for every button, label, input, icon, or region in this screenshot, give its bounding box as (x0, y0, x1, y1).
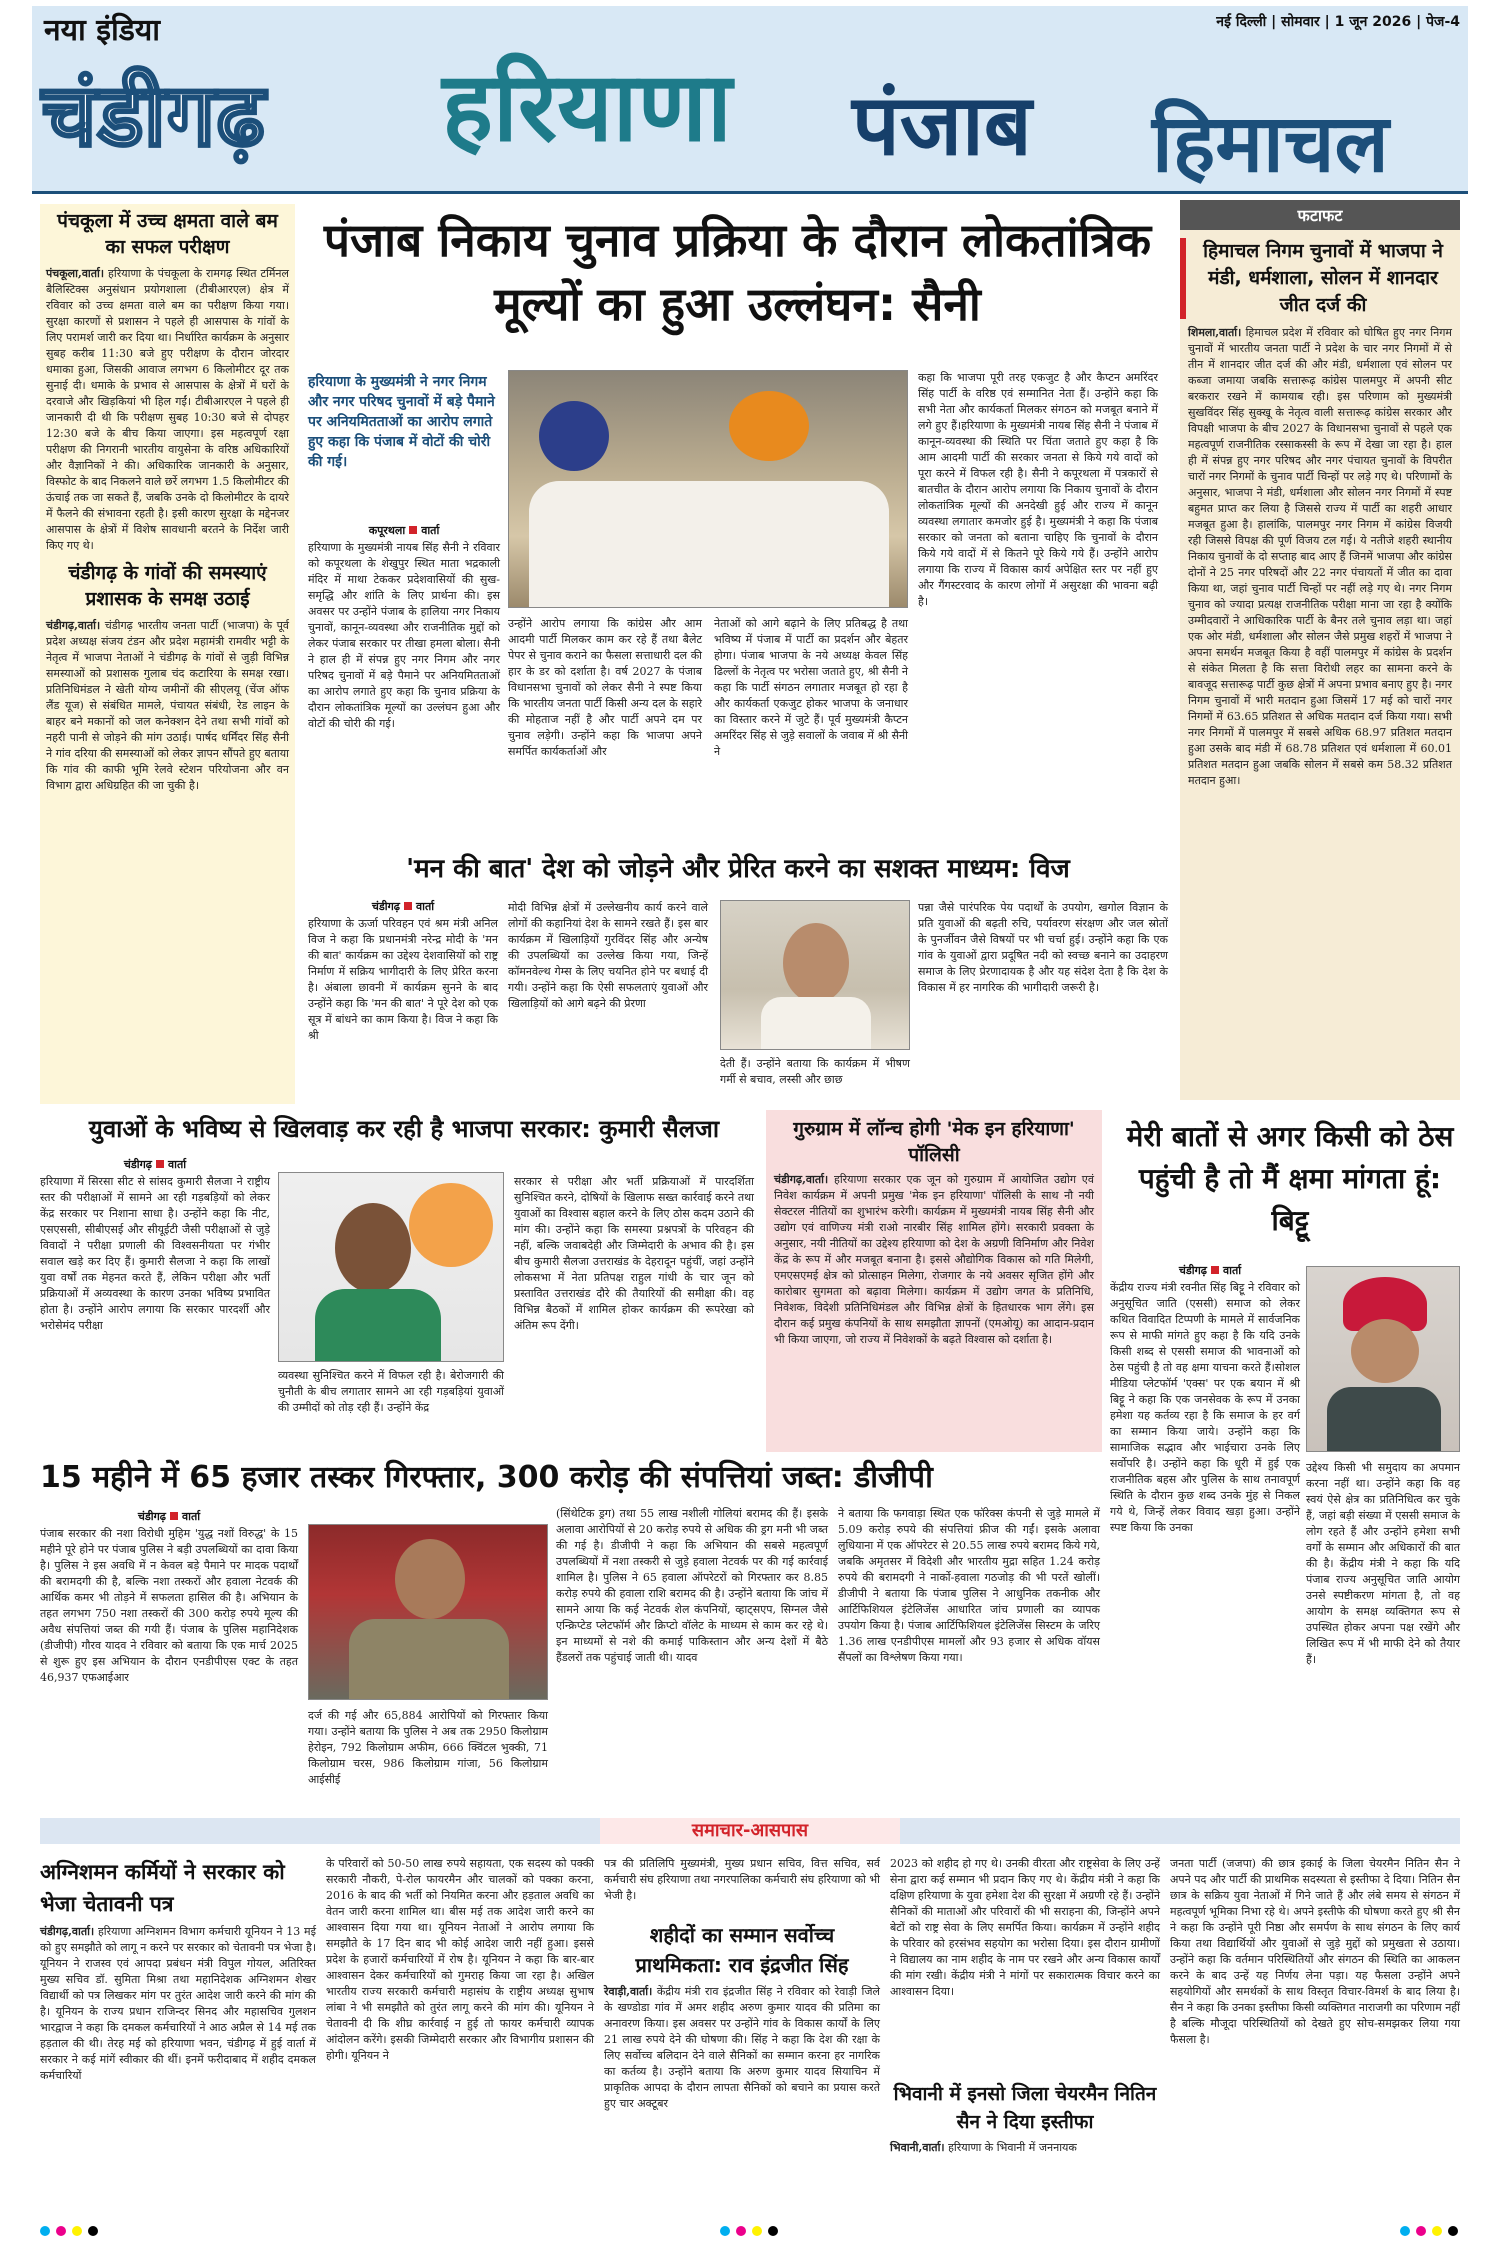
masthead (32, 6, 1468, 194)
article-body: चंडीगढ़,वार्ता। चंडीगढ़ भारतीय जनता पार्टी (भाजपा) के पूर्व प्रदेश अध्यक्ष संजय टंडन और प्रदेश महामंत्री रामवीर भट्टी के नेतृत्व में भाजपा नेताओं ने चंडीगढ़ के गांवों से जुड़ी विभिन्न समस्याओं को प्रशासक गुलाब चंद कटारिया के समक्ष रखा। प्रतिनिधिमंडल ने खेती योग्य जमीनों की सीएलयू (चेंज ऑफ लैंड यूज) से संबंधित मामले, पंचायत संबंधी, रेड लाइन के बाहर बने मकानों को जल कनेक्शन देने तथा सभी गांवों को नहरी पानी से जोड़ने की मांग उठाई। पार्षद धर्मिंदर सिंह सैनी ने गांव दरिया की समस्याओं को लेकर ज्ञापन सौंपते हुए बताया कि गांव की काफी भूमि रेलवे स्टेशन परियोजना और वन विभाग द्वारा अधिग्रहित की जा चुकी है। (46, 619, 289, 792)
bittu-col-1: केंद्रीय राज्य मंत्री रवनीत सिंह बिट्टू ने रविवार को अनुसूचित जाति (एससी) समाज को लेकर कथित विवादित टिप्पणी के मामले में सार्वजनिक रूप से माफी मांगते हुए कहा है कि यदि उनके किसी शब्द से एससी समाज की भावनाओं को ठेस पहुंची है तो वह क्षमा याचना करते हैं।सोशल मीडिया प्लेटफॉर्म 'एक्स' पर एक बयान में श्री बिट्टू ने कहा कि एक जनसेवक के रूप में उनका हमेशा यह कर्तव्य रहा है कि समाज के हर वर्ग का सम्मान किया जाये। उन्होंने कहा कि सामाजिक सद्भाव और भाईचारा उनके लिए सर्वोपरि है। उन्होंने कहा कि धूरी में हुई एक राजनीतिक बहस और पुलिस के साथ तनावपूर्ण स्थिति के दौरान कुछ शब्द उनके मुंह से निकल गये थे, जिन्हें लेकर विवाद खड़ा हुआ। उन्होंने स्पष्ट किया कि उनका (1110, 1281, 1300, 1534)
dgp-col-2: दर्ज की गई और 65,884 आरोपियों को गिरफ्तार किया गया। उन्होंने बताया कि पुलिस ने अब तक 2950 किलोग्राम हेरोइन, 792 किलोग्राम अफीम, 666 क्विंटल भुक्की, 71 किलोग्राम चरस, 986 किलोग्राम गांजा, 56 किलोग्राम आईसीई (308, 1709, 548, 1786)
mann-col-4: पन्ना जैसे पारंपरिक पेय पदार्थों के उपयोग, खगोल विज्ञान के प्रति युवाओं की बढ़ती रुचि, पर्यावरण संरक्षण और जल स्रोतों के पुनर्जीवन जैसे विषयों पर भी चर्चा हुई। उन्होंने कहा कि एक गांव के युवाओं द्वारा प्रदूषित नदी को स्वच्छ बनाने का उदाहरण समाज के लिए प्रेरणादायक है और यह संदेश देता है कि देश के विकास में हर नागरिक की भागीदारी जरूरी है। (918, 901, 1168, 994)
article-headline: पंचकूला में उच्च क्षमता वाले बम का सफल परीक्षण (57, 210, 278, 258)
article-headline: चंडीगढ़ के गांवों की समस्याएं प्रशासक के समक्ष उठाई (68, 562, 267, 610)
fatafat-box (1180, 200, 1460, 1100)
bittu-col-2: उद्देश्य किसी भी समुदाय का अपमान करना नहीं था। उन्होंने कहा कि वह स्वयं ऐसे क्षेत्र का प्रतिनिधित्व कर चुके हैं, जहां बड़ी संख्या में एससी समाज के लोग रहते हैं और उन्होंने हमेशा सभी वर्गों के सम्मान और अधिकारों की बात की है। केंद्रीय मंत्री ने कहा कि यदि पंजाब राज्य अनुसूचित जाति आयोग उनसे स्पष्टीकरण मांगता है, तो वह आयोग के समक्ष व्यक्तिगत रूप से उपस्थित होकर अपना पक्ष रखेंगे और लिखित रूप में भी माफी देने को तैयार हैं। (1306, 1461, 1460, 1666)
bhiwani-col-2: जनता पार्टी (जजपा) की छात्र इकाई के जिला चेयरमैन नितिन सैन ने अपने पद और पार्टी की प्राथमिक सदस्यता से इस्तीफा दे दिया। नितिन सैन छात्र के सक्रिय युवा नेताओं में गिने जाते हैं और लंबे समय से संगठन में महत्वपूर्ण भूमिका निभा रहे थे। अपने इस्तीफे की घोषणा करते हुए श्री सैन ने कहा कि उन्होंने पूरी निष्ठा और समर्पण के साथ संगठन के लिए कार्य किया तथा विद्यार्थियों और युवाओं से जुड़े मुद्दों को प्रमुखता से उठाया। उन्होंने कहा कि वर्तमान परिस्थितियों और संगठन की स्थिति का आकलन करने के बाद उन्हें यह निर्णय लेना पड़ा। यह फैसला उन्होंने अपने सहयोगियों और समर्थकों के साथ विस्तृत विचार-विमर्श के बाद लिया है। सैन ने कहा कि उनका इस्तीफा किसी व्यक्तिगत नाराजगी का परिणाम नहीं है बल्कि मौजूदा परिस्थितियों को देखते हुए सोच-समझकर लिया गया फैसला है। (1170, 1857, 1460, 2046)
section-title-punjab: पंजाब (852, 76, 1032, 174)
city-name: चंडीगढ़ (42, 66, 266, 166)
martyr-col: शहीदों का सम्मान सर्वोच्च प्राथमिकता: राव इंद्रजीत सिंह रेवाड़ी,वार्ता। केंद्रीय मंत्री राव इंद्रजीत सिंह ने रविवार को रेवाड़ी जिले के खण्डोडा गांव में अमर शहीद अरुण कुमार यादव की प्रतिमा का अनावरण किया। इस अवसर पर उन्होंने गांव के विकास कार्यों के लिए 21 लाख रुपये देने की घोषणा की। सिंह ने कहा कि देश की रक्षा के लिए सर्वोच्च बलिदान देने वाले सैनिकों का सम्मान करना हर नागरिक का कर्तव्य है। उन्होंने बताया कि अरुण कुमार यादव सियाचिन में प्राकृतिक आपदा के दौरान लापता सैनिकों को बचाने का प्रयास करते हुए चार अक्टूबर (604, 1920, 880, 2112)
fatafat-body: शिमला,वार्ता। हिमाचल प्रदेश में रविवार को घोषित हुए नगर निगम चुनावों में भारतीय जनता पार्टी ने प्रदेश के चार नगर निगमों में से तीन में शानदार जीत दर्ज की और मंडी, धर्मशाला एवं सोलन पर कब्जा जमाया जबकि सत्तारूढ़ कांग्रेस पालमपुर में अपनी सीट बरकरार रखने में कामयाब रही। इस परिणाम को मुख्यमंत्री सुखविंदर सिंह सुक्खू के नेतृत्व वाली सत्तारूढ़ कांग्रेस सरकार और विपक्षी भाजपा के बीच 2027 के विधानसभा चुनावों से पहले एक महत्वपूर्ण राजनीतिक रस्साकस्सी के रूप में देखा जा रहा है। हाल ही में संपन्न हुए नगर परिषद और नगर पंचायत चुनावों के विपरीत चारों नगर निगमों के चुनाव पार्टी चिन्हों पर लड़े गए थे। परिणामों के अनुसार, भाजपा ने मंडी, धर्मशाला और सोलन नगर निगमों में स्पष्ट बहुमत प्राप्त कर लिया है जिससे राज्य में पार्टी का शहरी आधार मजबूत हुआ है। हालांकि, पालमपुर नगर निगम में कांग्रेस विजयी रही जिससे विपक्ष की पूर्ण विजय टल गई। ये नतीजे शहरी स्थानीय निकाय चुनावों के दो सप्ताह बाद आए हैं जिनमें भाजपा और कांग्रेस दोनों ने 25 नगर परिषदों और 22 नगर पंचायतों में जीत का दावा किया था, जहां चुनाव पार्टी चिन्हों पर नहीं लड़े गए थे। नगर निगम चुनाव को ज्यादा प्रत्यक्ष राजनीतिक परीक्षा माना जा रहा है क्योंकि उम्मीदवारों ने आधिकारिक पार्टी के बैनर तले चुनाव लड़ा था। जहां एक ओर मंडी, धर्मशाला और सोलन जैसे प्रमुख शहरों में भाजपा ने अपना समर्थन मजबूत किया है वहीं पालमपुर में कांग्रेस के प्रदर्शन से संकेत मिलता है कि सत्ता विरोधी लहर का सामना करने के बावजूद सत्तारूढ़ पार्टी कुछ क्षेत्रों में अपना प्रभाव बनाए हुए है। नगर निगम चुनावों में भारी मतदान हुआ जिसमें 17 मई को चारों नगर निगमों में 63.65 प्रतिशत से अधिक मतदान दर्ज किया गया। सभी नगर निगमों में पालमपुर में सबसे अधिक 68.97 प्रतिशत मतदान हुआ उसके बाद मंडी में 68.78 प्रतिशत एवं धर्मशाला में 60.01 प्रतिशत मतदान हुआ जबकि सोलन में सबसे कम 58.32 प्रतिशत मतदान हुआ। (1188, 326, 1453, 787)
selja-col-1: हरियाणा में सिरसा सीट से सांसद कुमारी सैलजा ने राष्ट्रीय स्तर की परीक्षाओं में सामने आ रही गड़बड़ियों को लेकर केंद्र सरकार पर निशाना साधा है। उन्होंने कहा कि नीट, एसएससी, सीबीएसई और सीयूईटी जैसी परीक्षाओं से जुड़े विवादों ने परीक्षा प्रणाली की विश्वसनीयता पर गंभीर सवाल खड़े कर दिए हैं। कुमारी सैलजा ने कहा कि लाखों युवा वर्षों तक मेहनत करते हैं, लेकिन परीक्षा और भर्ती प्रक्रियाओं में अव्यवस्था के कारण उनका भविष्य प्रभावित होता है। उन्होंने आरोप लगाया कि सरकार पारदर्शी और भरोसेमंद परीक्षा (40, 1175, 270, 1332)
brand-logo: नया इंडिया (44, 13, 160, 48)
mann-byline: चंडीगढ़ वार्ता (371, 900, 435, 913)
registration-marks (40, 2226, 1460, 2238)
fire-col-2: के परिवारों को 50-50 लाख रुपये सहायता, एक सदस्य को पक्की सरकारी नौकरी, पे-रोल फायरमैन और चालकों को पक्का करना, 2016 के बाद की भर्ती को नियमित करना और हड़ताल अवधि का वेतन जारी करना शामिल था। बीस मई तक आदेश जारी करने का आश्वासन दिया गया था। यूनियन नेताओं ने आरोप लगाया कि समझौते के 17 दिन बाद भी कोई आदेश जारी नहीं हुआ। इससे प्रदेश के हजारों कर्मचारियों में रोष है। यूनियन ने कहा कि बार-बार आश्वासन देकर कर्मचारियों को गुमराह किया जा रहा है। अखिल भारतीय राज्य सरकारी कर्मचारी महासंघ के राष्ट्रीय अध्यक्ष सुभाष लांबा ने भी समझौते को तुरंत लागू करने की मांग की। यूनियन ने चेतावनी दी कि शीघ्र कार्रवाई न हुई तो फायर कर्मचारी व्यापक आंदोलन करेंगे। इसकी जिम्मेदारी सरकार और विभागीय प्रशासन की होगी। यूनियन ने (326, 1857, 594, 2062)
selja-col-3: सरकार से परीक्षा और भर्ती प्रक्रियाओं में पारदर्शिता सुनिश्चित करने, दोषियों के खिलाफ सख्त कार्रवाई करने तथा युवाओं का विश्वास बहाल करने के लिए ठोस कदम उठाने की मांग की। उन्होंने कहा कि समस्या प्रश्नपत्रों के परिवहन की नहीं, बल्कि जवाबदेही और जिम्मेदारी के अभाव की है। इस बीच कुमारी सैलजा उत्तराखंड के देहरादून पहुंचीं, जहां उन्होंने लोकसभा में नेता प्रतिपक्ष राहुल गांधी के चार जून को प्रस्तावित उत्तराखंड दौरे की तैयारियों की समीक्षा की। वह विभिन्न बैठकों में शामिल होकर कार्यक्रम की रूपरेखा को अंतिम रूप देंगी। (514, 1175, 754, 1332)
lead-byline: कपूरथला वार्ता (368, 524, 440, 537)
lead-col-1: हरियाणा के मुख्यमंत्री नायब सिंह सैनी ने रविवार को कपूरथला के शेखुपुर स्थित माता भद्रकाली मंदिर में माथा टेककर प्रदेशवासियों की सुख-समृद्धि और शांति के लिए प्रार्थना की। इस अवसर पर उन्होंने पंजाब के हालिया नगर निकाय चुनावों, कानून-व्यवस्था और राजनीतिक मुद्दों को लेकर पंजाब सरकार पर तीखा हमला बोला। सैनी ने हाल ही में संपन्न हुए नगर निगम और नगर परिषद चुनावों में बड़े पैमाने पर अनियमितताओं का आरोप लगाते हुए कहा कि चुनाव प्रक्रिया के दौरान लोकतांत्रिक मूल्यों का उल्लंघन हुआ और वोटों की चोरी की गई। (308, 541, 500, 730)
bittu-headline: मेरी बातों से अगर किसी को ठेस पहुंची है तो मैं क्षमा मांगता हूं: बिट्टू (1126, 1120, 1454, 1237)
fire-col-3: पत्र की प्रतिलिपि मुख्यमंत्री, मुख्य प्रधान सचिव, वित्त सचिव, सर्व कर्मचारी संघ हरियाणा तथा नगरपालिका कर्मचारी संघ हरियाणा को भी भेजी है। (604, 1857, 880, 1902)
selja-byline: चंडीगढ़ वार्ता (123, 1158, 187, 1171)
dgp-byline: चंडीगढ़ वार्ता (137, 1510, 201, 1523)
selja-headline: युवाओं के भविष्य से खिलवाड़ कर रही है भाजपा सरकार: कुमारी सैलजा (88, 1115, 720, 1143)
lead-col-4: कहा कि भाजपा पूरी तरह एकजुट है और कैप्टन अमरिंदर सिंह पार्टी के वरिष्ठ एवं सम्मानित नेता हैं। उन्होंने कहा कि सभी नेता और कार्यकर्ता मिलकर संगठन को मजबूत बनाने में लगे हुए हैं।हरियाणा के मुख्यमंत्री नायब सिंह सैनी ने पंजाब में कानून-व्यवस्था की स्थिति पर चिंता जताते हुए कहा है कि आम आदमी पार्टी की सरकार जनता से किये गये वादों को पूरा करने में विफल रही है। सैनी ने कपूरथला में पत्रकारों से बातचीत के दौरान आरोप लगाया कि निकाय चुनावों के दौरान लोकतांत्रिक मूल्यों की अनदेखी हुई और राज्य में कानून व्यवस्था लगातार कमजोर हुई है। मुख्यमंत्री ने कहा कि पंजाब सरकार को जनता को बताना चाहिए कि चुनावों के दौरान किये गये वादों में से कितने पूरे किये गये हैं। उन्होंने आरोप लगाया कि राज्य में विकास कार्य अपेक्षित स्तर पर नहीं हुए और गैंगस्टरवाद के कारण लोगों में असुरक्षा की भावना बढ़ी है। (918, 371, 1158, 608)
lead-deck: हरियाणा के मुख्यमंत्री ने नगर निगम और नगर परिषद चुनावों में बड़े पैमाने पर अनियमितताओं का आरोप लगाते हुए कहा कि पंजाब में वोटों की चोरी की गई। (308, 374, 495, 470)
selja-photo (278, 1172, 504, 1362)
martyr-col-2: 2023 को शहीद हो गए थे। उनकी वीरता और राष्ट्रसेवा के लिए उन्हें सेना द्वारा कई सम्मान भी प्रदान किए गए थे। केंद्रीय मंत्री ने कहा कि दक्षिण हरियाणा के युवा हमेशा देश की सुरक्षा में अग्रणी रहे हैं। उन्होंने सैनिकों की माताओं और परिवारों की भी सराहना की, जिन्होंने अपने बेटों को राष्ट्र सेवा के लिए समर्पित किया। कार्यक्रम में उन्होंने शहीद के परिवार को हरसंभव सहयोग का भरोसा दिया। इस दौरान ग्रामीणों ने विद्यालय का नाम शहीद के नाम पर रखने और अन्य विकास कार्यों की मांग रखी। केंद्रीय मंत्री ने मांगों पर सकारात्मक विचार करने का आश्वासन दिया। (890, 1857, 1160, 1998)
section-band-label: समाचार-आसपास (600, 1818, 900, 1844)
lead-headline: पंजाब निकाय चुनाव प्रक्रिया के दौरान लोकतांत्रिक मूल्यों का हुआ उल्लंघन: सैनी (323, 213, 1152, 331)
bittu-photo (1306, 1266, 1460, 1452)
lead-col-3: नेताओं को आगे बढ़ाने के लिए प्रतिबद्ध है तथा भविष्य में पंजाब में पार्टी का प्रदर्शन और बेहतर होगा। पंजाब भाजपा के नये अध्यक्ष केवल सिंह ढिल्लों के नेतृत्व पर भरोसा जताते हुए, श्री सैनी ने कहा कि पार्टी संगठन लगातार मजबूत हो रहा है और कार्यकर्ता एकजुट होकर भाजपा के जनाधार का विस्तार करने में जुटे हैं। पूर्व मुख्यमंत्री कैप्टन अमरिंदर सिंह से जुड़े सवालों के जवाब में श्री सैनी ने (714, 617, 908, 758)
fire-headline: अग्निशमन कर्मियों ने सरकार को भेजा चेतावनी पत्र (40, 1860, 285, 1916)
section-band (40, 1818, 1460, 1844)
lead-col-2: उन्होंने आरोप लगाया कि कांग्रेस और आम आदमी पार्टी मिलकर काम कर रहे हैं तथा बैलेट पेपर से चुनाव कराने का फैसला सत्ताधारी दल की हार के डर को दर्शाता है। वर्ष 2027 के पंजाब विधानसभा चुनावों को लेकर सैनी ने स्पष्ट किया कि भारतीय जनता पार्टी किसी अन्य दल के सहारे की मोहताज नहीं है और पार्टी अपने दम पर चुनाव लड़ेगी। उन्होंने कहा कि भाजपा अपने समर्पित कार्यकर्ताओं और (508, 617, 702, 758)
section-title-haryana: हरियाणा (442, 51, 732, 163)
dgp-headline: 15 महीने में 65 हजार तस्कर गिरफ्तार, 300 करोड़ की संपत्तियां जब्त: डीजीपी (40, 1460, 933, 1495)
dgp-photo (308, 1524, 548, 1700)
dgp-col-1: पंजाब सरकार की नशा विरोधी मुहिम 'युद्ध नशों विरुद्ध' के 15 महीने पूरे होने पर पंजाब पुलिस ने बड़ी उपलब्धियों का दावा किया है। पुलिस ने इस अवधि में न केवल बड़े पैमाने पर मादक पदार्थों की बरामदगी की है, बल्कि नशा तस्करों और हवाला नेटवर्क की आर्थिक कमर भी तोड़ने में सफलता हासिल की है। अभियान के तहत लगभग 750 नशा तस्करों की 300 करोड़ रुपये मूल्य की अवैध संपत्तियां जब्त की गयी हैं। पंजाब के पुलिस महानिदेशक (डीजीपी) गौरव यादव ने रविवार को बताया कि एक मार्च 2025 से शुरू हुए इस अभियान के दौरान एनडीपीएस एक्ट के तहत 46,937 एफआईआर (40, 1527, 298, 1684)
mann-headline: 'मन की बात' देश को जोड़ने और प्रेरित करने का सशक्त माध्यम: विज (406, 854, 1070, 884)
lead-photo (508, 370, 908, 608)
bhiwani-headline: भिवानी में इनसो जिला चेयरमैन नितिन सैन ने दिया इस्तीफा (893, 2083, 1157, 2133)
make-headline: गुरुग्राम में लॉन्च होगी 'मेक इन हरियाणा' पॉलिसी (793, 1118, 1075, 1166)
make-box (766, 1110, 1102, 1452)
fatafat-tag: फटाफट (1180, 200, 1460, 230)
mann-col-1: हरियाणा के ऊर्जा परिवहन एवं श्रम मंत्री अनिल विज ने कहा कि प्रधानमंत्री नरेन्द्र मोदी के 'मन की बात' कार्यक्रम का उद्देश्य देशवासियों को राष्ट्र निर्माण में सक्रिय भागीदारी के लिए प्रेरित करना है। अंबाला छावनी में कार्यक्रम सुनने के बाद उन्होंने कहा कि 'मन की बात' ने पूरे देश को एक सूत्र में बांधने का काम किया है। विज ने कहा कि श्री (308, 917, 498, 1042)
section-title-himachal: हिमाचल (1152, 97, 1389, 190)
selja-col-2: व्यवस्था सुनिश्चित करने में विफल रही है। बेरोजगारी की चुनौती के बीच लगातार सामने आ रही गड़बड़ियां युवाओं की उम्मीदों को तोड़ रही हैं। उन्होंने केंद्र (278, 1369, 504, 1414)
mann-col-3: देती हैं। उन्होंने बताया कि कार्यक्रम में भीषण गर्मी से बचाव, लस्सी और छाछ (720, 1057, 910, 1086)
dateline: नई दिल्ली | सोमवार | 1 जून 2026 | पेज-4 (1216, 14, 1460, 30)
mann-col-2: मोदी विभिन्न क्षेत्रों में उल्लेखनीय कार्य करने वाले लोगों की कहानियां देश के सामने रखते हैं। इस बार कार्यक्रम में खिलाड़ियों गुरविंदर सिंह और अन्येष की उपलब्धियों का उल्लेख किया गया, जिन्हें कॉमनवेल्थ गेम्स के लिए चयनित होने पर बधाई दी गयी। उन्होंने कहा कि ऐसी सफलताएं युवाओं और खिलाड़ियों को आगे बढ़ने की प्रेरणा (508, 901, 708, 1010)
fatafat-headline: हिमाचल निगम चुनावों में भाजपा ने मंडी, धर्मशाला, सोलन में शानदार जीत दर्ज की (1203, 240, 1443, 316)
article-body: पंचकूला,वार्ता। हरियाणा के पंचकूला के रामगढ़ स्थित टर्मिनल बैलिस्टिक्स अनुसंधान प्रयोगशाला (टीबीआरएल) क्षेत्र में रविवार को उच्च क्षमता वाले बम का परीक्षण किया गया। सुरक्षा कारणों से प्रशासन ने पहले ही आसपास के गांवों के लिए परामर्श जारी कर दिया था। निर्धारित कार्यक्रम के अनुसार सुबह करीब 11:30 बजे हुए परीक्षण के दौरान जोरदार धमाका हुआ, जिसकी आवाज लगभग 6 किलोमीटर दूर तक सुनाई दी। धमाके के प्रभाव से आसपास के क्षेत्रों में घरों के दरवाजे और खिड़कियां भी हिल गईं। टीबीआरएल ने पहले ही जानकारी दी थी कि परीक्षण सुबह 10:30 बजे से दोपहर 12:30 बजे के बीच किया जाएगा। इस महत्वपूर्ण रक्षा परीक्षण की निगरानी भारतीय वायुसेना के वरिष्ठ अधिकारियों और वैज्ञानिकों ने की। अधिकारिक जानकारी के अनुसार, विस्फोट के बाद निकलने वाले छर्रे लगभग 1.5 किलोमीटर की ऊंचाई तक जा सकते हैं, जबकि उनके दो किलोमीटर के दायरे में फैलने की संभावना रहती है। इसी कारण सुरक्षा के मद्देनजर आसपास के क्षेत्रों में विशेष सावधानी बरतने के निर्देश जारी किए गए थे। (46, 267, 289, 552)
fire-col-1: अग्निशमन कर्मियों ने सरकार को भेजा चेतावनी पत्र चंडीगढ़,वार्ता। हरियाणा अग्निशमन विभाग कर्मचारी यूनियन ने 13 मई को हुए समझौते को लागू न करने पर सरकार को चेतावनी पत्र भेजा है। यूनियन ने राजस्व एवं आपदा प्रबंधन मंत्री विपुल गोयल, अतिरिक्त मुख्य सचिव डॉ. सुमिता मिश्रा तथा महानिदेशक अग्निशमन शेखर विद्यार्थी को पत्र लिखकर मांग पर तुरंत आदेश जारी करने की मांग की है। यूनियन के राज्य प्रधान राजिन्दर सिनद और महासचिव गुलशन भारद्वाज ने कहा कि दमकल कर्मचारियों ने आठ अप्रैल से 14 मई तक हड़ताल की थी। तेरह मई को हरियाणा भवन, चंडीगढ़ में हुई वार्ता में सरकार ने कई मांगें स्वीकार की थीं। इनमें फरीदाबाद में शहीद दमकल कर्मचारियों (40, 1856, 316, 2084)
bittu-byline: चंडीगढ़ वार्ता (1178, 1264, 1242, 1277)
mann-photo (720, 900, 910, 1050)
martyr-headline: शहीदों का सम्मान सर्वोच्च प्राथमिकता: राव इंद्रजीत सिंह (635, 1923, 849, 1977)
make-body: चंडीगढ़,वार्ता। हरियाणा सरकार एक जून को गुरुग्राम में आयोजित उद्योग एवं निवेश कार्यक्रम में अपनी प्रमुख 'मेक इन हरियाणा' पॉलिसी के साथ नौ नयी सेक्टरल नीतियों का शुभारंभ करेगी। कार्यक्रम में मुख्यमंत्री नायब सिंह सैनी और उद्योग एवं वाणिज्य मंत्री राओ नारबीर सिंह शामिल होंगे। सरकारी प्रवक्ता के अनुसार, नयी नीतियों का उद्देश्य हरियाणा को देश के अग्रणी विनिर्माण और निवेश केंद्र के रूप में और मजबूत बनाना है। इससे औद्योगिक विकास को गति मिलेगी, एमएसएमई क्षेत्र को प्रोत्साहन मिलेगा, रोजगार के नये अवसर सृजित होंगे और कारोबार सुगमता को बढ़ावा मिलेगा। कार्यक्रम में उद्योग जगत के प्रतिनिधि, निवेशक, विदेशी प्रतिनिधिमंडल और विभिन्न क्षेत्रों के हितधारक भाग लेंगे। इस दौरान कई प्रमुख कंपनियों के साथ समझौता ज्ञापनों (एमओयू) का आदान-प्रदान भी किया जाएगा, जो राज्य में निवेशकों के बढ़ते विश्वास को दर्शाता है। (774, 1173, 1095, 1346)
dgp-col-4: ने बताया कि फगवाड़ा स्थित एक फॉरेक्स कंपनी से जुड़े मामले में 5.09 करोड़ रुपये की संपत्तियां फ्रीज की गईं। इसके अलावा लुधियाना में एक ऑपरेटर से 20.55 लाख रुपये बरामद किये गये, जबकि अमृतसर में विदेशी और भारतीय मुद्रा सहित 1.24 करोड़ रुपये की बरामदगी ने नार्को-हवाला गठजोड़ की भी परतें खोलीं। डीजीपी ने बताया कि पंजाब पुलिस ने आधुनिक तकनीक और आर्टिफिशियल इंटेलिजेंस आधारित जांच प्रणाली का व्यापक उपयोग किया है। पंजाब आर्टिफिशियल इंटेलिजेंस सिस्टम के जरिए 1.36 लाख एनडीपीएस मामलों और 93 हजार से अधिक वॉयस सैंपलों का विश्लेषण किया गया। (838, 1507, 1100, 1664)
bhiwani-col: भिवानी में इनसो जिला चेयरमैन नितिन सैन ने दिया इस्तीफा भिवानी,वार्ता। हरियाणा के भिवानी में जननायक (890, 2080, 1160, 2156)
dgp-col-3: (सिंथेटिक ड्रग) तथा 55 लाख नशीली गोलियां बरामद की हैं। इसके अलावा आरोपियों से 20 करोड़ रुपये से अधिक की ड्रग मनी भी जब्त की गई है। डीजीपी ने कहा कि अभियान की सबसे महत्वपूर्ण उपलब्धियों में नशा तस्करी से जुड़े हवाला नेटवर्क पर की गई कार्रवाई शामिल है। पुलिस ने 65 हवाला ऑपरेटरों को गिरफ्तार कर 8.85 करोड़ रुपये की हवाला राशि बरामद की है। उन्होंने बताया कि जांच में सामने आया कि कई नेटवर्क शेल कंपनियों, व्हाट्सएप, सिग्नल जैसे एन्क्रिप्टेड प्लेटफॉर्म और क्रिप्टो वॉलेट के माध्यम से काम कर रहे थे। इन माध्यमों से नशे की कमाई पाकिस्तान और अन्य देशों में बैठे हैंडलरों तक पहुंचाई जाती थी। यादव (556, 1507, 828, 1664)
left-column (40, 204, 295, 1104)
